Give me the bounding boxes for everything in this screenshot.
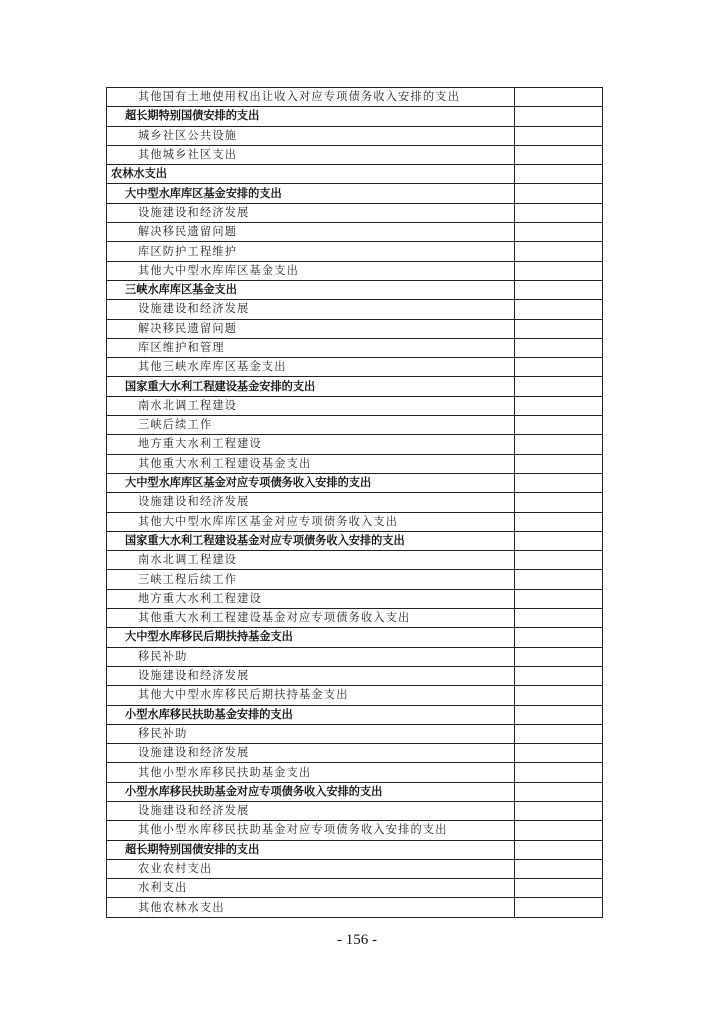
row-label: 大中型水库库区基金安排的支出 (107, 184, 515, 203)
table-row (107, 609, 603, 628)
row-label: 地方重大水利工程建设 (107, 589, 515, 608)
row-label: 库区防护工程维护 (107, 242, 515, 261)
row-value (515, 300, 603, 319)
row-value (515, 628, 603, 647)
table-row (107, 744, 603, 763)
row-label: 国家重大水利工程建设基金安排的支出 (107, 377, 515, 396)
table-row (107, 261, 603, 280)
row-value (515, 744, 603, 763)
row-value (515, 879, 603, 898)
row-label: 设施建设和经济发展 (107, 666, 515, 685)
table-row (107, 879, 603, 898)
table-row (107, 88, 603, 107)
row-label: 国家重大水利工程建设基金对应专项债务收入安排的支出 (107, 531, 515, 550)
table-row (107, 242, 603, 261)
row-value (515, 396, 603, 415)
table-row (107, 107, 603, 126)
row-value (515, 319, 603, 338)
table-row (107, 300, 603, 319)
row-value (515, 223, 603, 242)
row-label: 移民补助 (107, 647, 515, 666)
row-value (515, 763, 603, 782)
row-value (515, 724, 603, 743)
table-row (107, 126, 603, 145)
table-row (107, 223, 603, 242)
table-row (107, 396, 603, 415)
row-label: 小型水库移民扶助基金对应专项债务收入安排的支出 (107, 782, 515, 801)
row-label: 解决移民遗留问题 (107, 319, 515, 338)
row-value (515, 512, 603, 531)
row-label: 南水北调工程建设 (107, 551, 515, 570)
row-label: 大中型水库移民后期扶持基金支出 (107, 628, 515, 647)
table-row (107, 840, 603, 859)
expenditure-table (106, 87, 603, 918)
table-row (107, 801, 603, 820)
row-label: 库区维护和管理 (107, 338, 515, 357)
table-row (107, 551, 603, 570)
row-value (515, 280, 603, 299)
table-row (107, 512, 603, 531)
row-value (515, 589, 603, 608)
table-row (107, 165, 603, 184)
table-row (107, 570, 603, 589)
row-label: 其他大中型水库库区基金支出 (107, 261, 515, 280)
row-value (515, 261, 603, 280)
row-value (515, 165, 603, 184)
row-label: 设施建设和经济发展 (107, 493, 515, 512)
row-value (515, 107, 603, 126)
table-row (107, 319, 603, 338)
row-label: 南水北调工程建设 (107, 396, 515, 415)
table-row (107, 454, 603, 473)
table-row (107, 531, 603, 550)
row-value (515, 126, 603, 145)
row-value (515, 551, 603, 570)
row-label: 其他三峡水库库区基金支出 (107, 358, 515, 377)
table-row (107, 338, 603, 357)
row-label: 其他小型水库移民扶助基金支出 (107, 763, 515, 782)
table-row (107, 589, 603, 608)
table-row (107, 377, 603, 396)
row-label: 其他小型水库移民扶助基金对应专项债务收入安排的支出 (107, 821, 515, 840)
row-label: 小型水库移民扶助基金安排的支出 (107, 705, 515, 724)
row-label: 其他大中型水库移民后期扶持基金支出 (107, 686, 515, 705)
row-label: 三峡水库库区基金支出 (107, 280, 515, 299)
row-value (515, 609, 603, 628)
row-label: 解决移民遗留问题 (107, 223, 515, 242)
table-row (107, 435, 603, 454)
row-label: 三峡工程后续工作 (107, 570, 515, 589)
table-row (107, 763, 603, 782)
table-row (107, 358, 603, 377)
table-row (107, 724, 603, 743)
row-label: 设施建设和经济发展 (107, 203, 515, 222)
row-label: 三峡后续工作 (107, 416, 515, 435)
table-row (107, 686, 603, 705)
row-label: 城乡社区公共设施 (107, 126, 515, 145)
row-label: 超长期特别国债安排的支出 (107, 840, 515, 859)
row-label: 水利支出 (107, 879, 515, 898)
table-row (107, 203, 603, 222)
row-value (515, 801, 603, 820)
row-value (515, 570, 603, 589)
table-row (107, 666, 603, 685)
table-row (107, 145, 603, 164)
row-value (515, 686, 603, 705)
row-label: 设施建设和经济发展 (107, 300, 515, 319)
row-label: 其他大中型水库库区基金对应专项债务收入支出 (107, 512, 515, 531)
row-label: 农业农村支出 (107, 859, 515, 878)
table-row (107, 473, 603, 492)
table-row (107, 647, 603, 666)
row-label: 其他国有土地使用权出让收入对应专项债务收入安排的支出 (107, 88, 515, 107)
row-value (515, 242, 603, 261)
row-value (515, 705, 603, 724)
row-value (515, 377, 603, 396)
row-label: 地方重大水利工程建设 (107, 435, 515, 454)
row-value (515, 145, 603, 164)
row-value (515, 435, 603, 454)
row-value (515, 898, 603, 917)
table-row (107, 821, 603, 840)
table-row (107, 898, 603, 917)
row-value (515, 88, 603, 107)
table-row (107, 280, 603, 299)
page-number: - 156 - (337, 932, 377, 948)
row-value (515, 493, 603, 512)
row-label: 其他城乡社区支出 (107, 145, 515, 164)
table-row (107, 782, 603, 801)
row-label: 农林水支出 (107, 165, 515, 184)
row-value (515, 859, 603, 878)
table-row (107, 184, 603, 203)
row-value (515, 666, 603, 685)
table-row (107, 493, 603, 512)
table-row (107, 628, 603, 647)
table-row (107, 416, 603, 435)
table-row (107, 705, 603, 724)
row-value (515, 473, 603, 492)
row-label: 设施建设和经济发展 (107, 801, 515, 820)
row-value (515, 358, 603, 377)
expenditure-table-body (107, 88, 603, 918)
row-value (515, 840, 603, 859)
row-value (515, 647, 603, 666)
row-value (515, 782, 603, 801)
row-label: 设施建设和经济发展 (107, 744, 515, 763)
row-label: 其他重大水利工程建设基金对应专项债务收入支出 (107, 609, 515, 628)
row-value (515, 203, 603, 222)
row-label: 移民补助 (107, 724, 515, 743)
row-value (515, 184, 603, 203)
row-label: 其他重大水利工程建设基金支出 (107, 454, 515, 473)
row-label: 超长期特别国债安排的支出 (107, 107, 515, 126)
row-value (515, 338, 603, 357)
row-label: 其他农林水支出 (107, 898, 515, 917)
row-value (515, 454, 603, 473)
row-value (515, 531, 603, 550)
table-row (107, 859, 603, 878)
row-label: 大中型水库库区基金对应专项债务收入安排的支出 (107, 473, 515, 492)
row-value (515, 821, 603, 840)
row-value (515, 416, 603, 435)
